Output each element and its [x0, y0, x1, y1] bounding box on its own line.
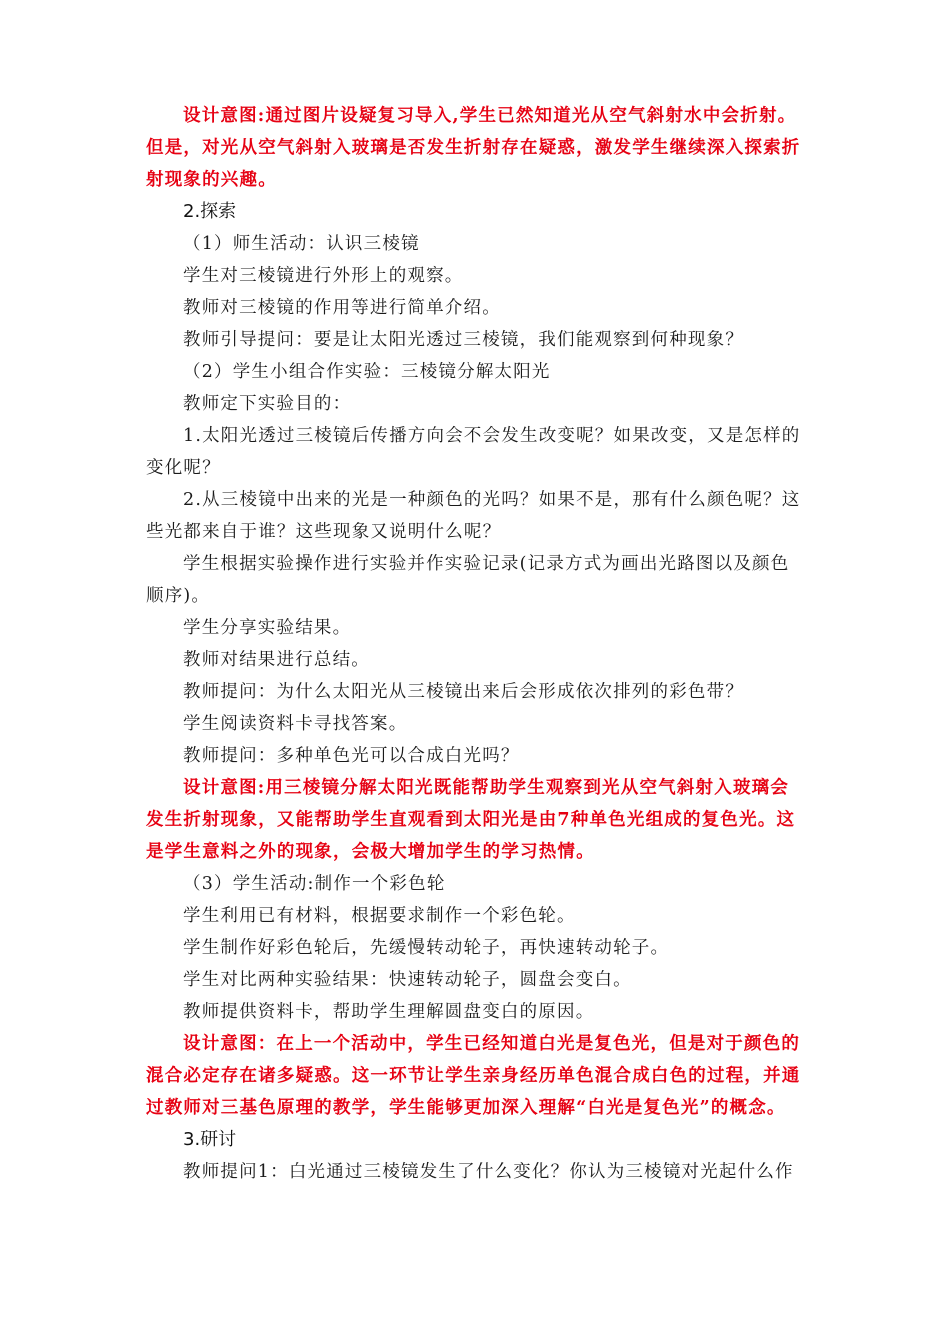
body-paragraph: [146, 868, 808, 900]
text-line: 教师提问：为什么太阳光从三棱镜出来后会形成依次排列的彩色带？: [183, 682, 744, 702]
text-line: 3.研讨: [183, 1129, 237, 1150]
text-line: 学生阅读资料卡寻找答案。: [183, 714, 408, 734]
body-paragraph: [146, 964, 808, 996]
text-line: 教师提问1：白光通过三棱镜发生了什么变化？你认为三棱镜对光起什么作: [183, 1162, 794, 1182]
text-line: （3）学生活动:制作一个彩色轮: [183, 874, 446, 894]
text-line: 学生根据实验操作进行实验并作实验记录(记录方式为画出光路图以及颜色: [183, 554, 790, 574]
body-paragraph: [146, 260, 808, 292]
body-paragraph: [146, 1156, 808, 1188]
text-line: 教师对结果进行总结。: [183, 650, 370, 670]
body-paragraph: [146, 324, 808, 356]
text-line: 学生分享实验结果。: [183, 618, 352, 638]
text-line: 是学生意料之外的现象，会极大增加学生的学习热情。: [146, 842, 595, 862]
text-line: 过教师对三基色原理的教学，学生能够更加深入理解“白光是复色光”的概念。: [146, 1098, 786, 1118]
section-heading: [146, 196, 808, 228]
document-page: [146, 100, 808, 1188]
design-intent-paragraph: [146, 772, 808, 868]
text-line: 发生折射现象，又能帮助学生直观看到太阳光是由7种单色光组成的复色光。这: [146, 810, 796, 830]
text-line: 设计意图:用三棱镜分解太阳光既能帮助学生观察到光从空气斜射入玻璃会: [183, 778, 790, 798]
text-line: 混合必定存在诸多疑惑。这一环节让学生亲身经历单色混合成白色的过程，并通: [146, 1066, 801, 1086]
body-paragraph: [146, 900, 808, 932]
text-line: 顺序)。: [146, 586, 211, 606]
text-line: 设计意图:通过图片设疑复习导入,学生已然知道光从空气斜射水中会折射。: [183, 106, 797, 126]
section-heading: [146, 1124, 808, 1156]
text-line: 教师提问：多种单色光可以合成白光吗？: [183, 746, 520, 766]
body-paragraph: [146, 548, 808, 612]
body-paragraph: [146, 484, 808, 548]
body-paragraph: [146, 996, 808, 1028]
text-line: 学生制作好彩色轮后，先缓慢转动轮子，再快速转动轮子。: [183, 938, 670, 958]
text-line: 设计意图：在上一个活动中，学生已经知道白光是复色光，但是对于颜色的: [183, 1034, 801, 1054]
text-line: 变化呢？: [146, 458, 221, 478]
body-paragraph: [146, 676, 808, 708]
text-line: 教师提供资料卡，帮助学生理解圆盘变白的原因。: [183, 1002, 595, 1022]
text-line: 教师对三棱镜的作用等进行简单介绍。: [183, 298, 501, 318]
design-intent-paragraph: [146, 100, 808, 196]
text-line: 1.太阳光透过三棱镜后传播方向会不会发生改变呢？如果改变，又是怎样的: [183, 426, 801, 446]
text-line: 学生对三棱镜进行外形上的观察。: [183, 266, 464, 286]
text-line: 2.从三棱镜中出来的光是一种颜色的光吗？如果不是，那有什么颜色呢？这: [183, 490, 801, 510]
body-paragraph: [146, 228, 808, 260]
text-line: 学生对比两种实验结果：快速转动轮子，圆盘会变白。: [183, 970, 632, 990]
text-line: （2）学生小组合作实验：三棱镜分解太阳光: [183, 362, 551, 382]
text-line: 教师引导提问：要是让太阳光透过三棱镜，我们能观察到何种现象？: [183, 330, 744, 350]
body-paragraph: [146, 740, 808, 772]
body-paragraph: [146, 708, 808, 740]
text-line: 学生利用已有材料，根据要求制作一个彩色轮。: [183, 906, 576, 926]
body-paragraph: [146, 356, 808, 388]
body-paragraph: [146, 388, 808, 420]
body-paragraph: [146, 292, 808, 324]
body-paragraph: [146, 612, 808, 644]
body-paragraph: [146, 420, 808, 484]
text-line: 射现象的兴趣。: [146, 170, 277, 190]
text-line: 些光都来自于谁？这些现象又说明什么呢？: [146, 522, 502, 542]
body-paragraph: [146, 644, 808, 676]
text-line: 但是，对光从空气斜射入玻璃是否发生折射存在疑惑，激发学生继续深入探索折: [146, 138, 801, 158]
body-paragraph: [146, 932, 808, 964]
text-line: 教师定下实验目的：: [183, 394, 352, 414]
text-line: 2.探索: [183, 201, 237, 222]
design-intent-paragraph: [146, 1028, 808, 1124]
text-line: （1）师生活动：认识三棱镜: [183, 234, 420, 254]
